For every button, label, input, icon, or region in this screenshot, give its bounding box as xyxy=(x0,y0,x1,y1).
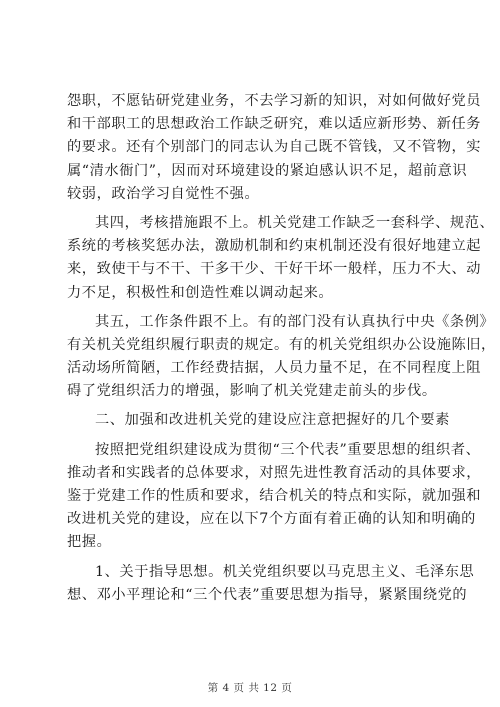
text-line: 和干部职工的思想政治工作缺乏研究，难以适应新形势、新任务 xyxy=(67,116,482,133)
paragraph-item-4 xyxy=(67,212,495,305)
text-line: 力不足，积极性和创造性难以调动起来。 xyxy=(67,284,334,301)
text-line: 鉴于党建工作的性质和要求，结合机关的特点和实际，就加强和 xyxy=(67,488,482,504)
text-line: 碍了党组织活力的增强，影响了机关党建走前头的步伐。 xyxy=(67,383,437,400)
text-line: 活动场所简陋，工作经费拮据，人员力量不足，在不同程度上阻 xyxy=(67,360,482,377)
section-heading-text: 二、加强和改进机关党的建设应注意把握好的几个要素 xyxy=(95,412,450,429)
text-line: 1、关于指导思想。机关党组织要以马克思主义、毛泽东思 xyxy=(95,563,475,580)
section-heading xyxy=(67,409,457,432)
text-line: 想、邓小平理论和“三个代表”重要思想为指导，紧紧围绕党的 xyxy=(67,586,468,603)
paragraph-item-1 xyxy=(67,561,475,607)
text-line: 推动者和实践者的总体要求，对照先进性教育活动的具体要求， xyxy=(67,464,482,481)
text-line: 有关机关党组织履行职责的规定。有的机关党组织办公设施陈旧， xyxy=(67,336,496,353)
text-line: 按照把党组织建设成为贯彻“三个代表”重要思想的组织者、 xyxy=(95,441,481,458)
page-footer xyxy=(0,680,500,695)
text-line: 其四，考核措施跟不上。机关党建工作缺乏一套科学、规范、 xyxy=(95,214,495,231)
text-line: 改进机关党的建设，应在以下7个方面有着正确的认知和明确的 xyxy=(67,511,476,528)
paragraph-intro xyxy=(67,439,482,555)
text-line: 来，致使干与不干、干多干少、干好干坏一般样，压力不大、动 xyxy=(67,261,482,278)
text-line: 把握。 xyxy=(67,534,112,551)
text-line: 较弱，政治学习自觉性不强。 xyxy=(67,185,260,202)
text-line: 的要求。还有个别部门的同志认为自己既不管钱，又不管物，实 xyxy=(67,139,482,156)
paragraph-continuation xyxy=(67,90,482,206)
text-line: 怨职，不愿钻研党建业务，不去学习新的知识，对如何做好党员 xyxy=(67,93,482,109)
text-line: 属“清水衙门”，因而对环境建设的紧迫感认识不足，超前意识 xyxy=(67,162,468,179)
page-number: 第 4 页 共 12 页 xyxy=(207,682,293,694)
text-line: 其五，工作条件跟不上。有的部门没有认真执行中央《条例》 xyxy=(95,313,495,330)
document-body xyxy=(67,90,496,607)
paragraph-item-5 xyxy=(67,311,496,404)
text-line: 系统的考核奖惩办法，激励机制和约束机制还没有很好地建立起 xyxy=(67,238,482,255)
